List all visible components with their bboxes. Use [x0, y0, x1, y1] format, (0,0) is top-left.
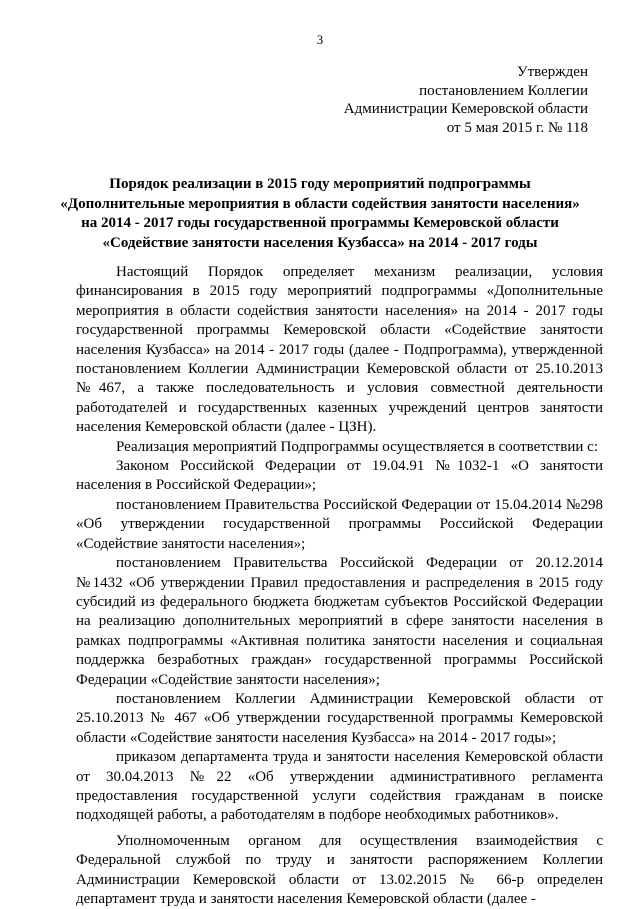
title-line: на 2014 - 2017 годы государственной программы Кемеровской области: [81, 215, 559, 231]
approval-line: Администрации Кемеровской области: [343, 101, 588, 117]
body-paragraph: постановлением Коллегии Администрации Кемеровской области от 25.10.2013 № 467 «Об утверждении государственной программы Кемеровской области «Содействие занятости населения Кузбасса» на 2014 - 2017 годы»;: [76, 690, 603, 746]
document-body: [76, 263, 603, 909]
body-paragraph: Уполномоченным органом для осуществления взаимодействия с Федеральной службой по труду и занятости распоряжением Коллегии Администрации Кемеровской области от 13.02.2015 № 66-р определен департамент труда и занятости населения Кемеровской области (далее -: [76, 832, 603, 907]
document-title: [40, 175, 600, 253]
title-line: «Дополнительные мероприятия в области содействия занятости населения»: [60, 195, 580, 212]
approval-line: постановлением Коллегии: [419, 82, 588, 99]
page-number: 3: [316, 33, 324, 47]
approval-line: от 5 мая 2015 г. № 118: [446, 119, 588, 136]
body-paragraph: Реализация мероприятий Подпрограммы осуществляется в соответствии с:: [116, 438, 598, 455]
body-paragraph: Настоящий Порядок определяет механизм реализации, условия финансирования в 2015 году мероприятий подпрограммы «Дополнительные мероприятия в области содействия занятости населения» на 2014 - 2017 годы государственной программы Кемеровской области «Содействие занятости населения Кузбасса» на 2014 - 2017 годы (далее - Подпрограмма), утвержденной постановлением Коллегии Администрации Кемеровской области от 25.10.2013 №467, а также последовательность и условия совместной деятельности работодателей и государственных казенных учреждений центров занятости населения Кемеровской области (далее - ЦЗН).: [76, 264, 603, 436]
approval-stamp: [344, 63, 588, 137]
title-line: Порядок реализации в 2015 году мероприятий подпрограммы: [109, 176, 531, 192]
body-paragraph: приказом департамента труда и занятости населения Кемеровской области от 30.04.2013 №22 «Об утверждении административного регламента предоставления государственной услуги содействия гражданам в поиске подходящей работы, а работодателям в подборе необходимых работников».: [76, 749, 603, 824]
title-line: «Содействие занятости населения Кузбасса» на 2014 - 2017 годы: [102, 234, 538, 251]
body-paragraph: постановлением Правительства Российской Федерации от 20.12.2014 №1432 «Об утверждении Правил предоставления и распределения в 2015 году субсидий из федерального бюджета бюджетам субъектов Российской Федерации на реализацию дополнительных мероприятий в сфере занятости населения в рамках подпрограммы «Активная политика занятости населения и социальная поддержка безработных граждан» государственной программы Российской Федерации «Содействие занятости населения»;: [76, 555, 603, 688]
body-paragraph: Законом Российской Федерации от 19.04.91 №1032-1 «О занятости населения в Российской Федерации»;: [76, 458, 603, 494]
approval-line: Утвержден: [516, 64, 588, 80]
body-paragraph: постановлением Правительства Российской Федерации от 15.04.2014 №298 «Об утверждении государственной программы Российской Федерации «Содействие занятости населения»;: [76, 496, 603, 552]
